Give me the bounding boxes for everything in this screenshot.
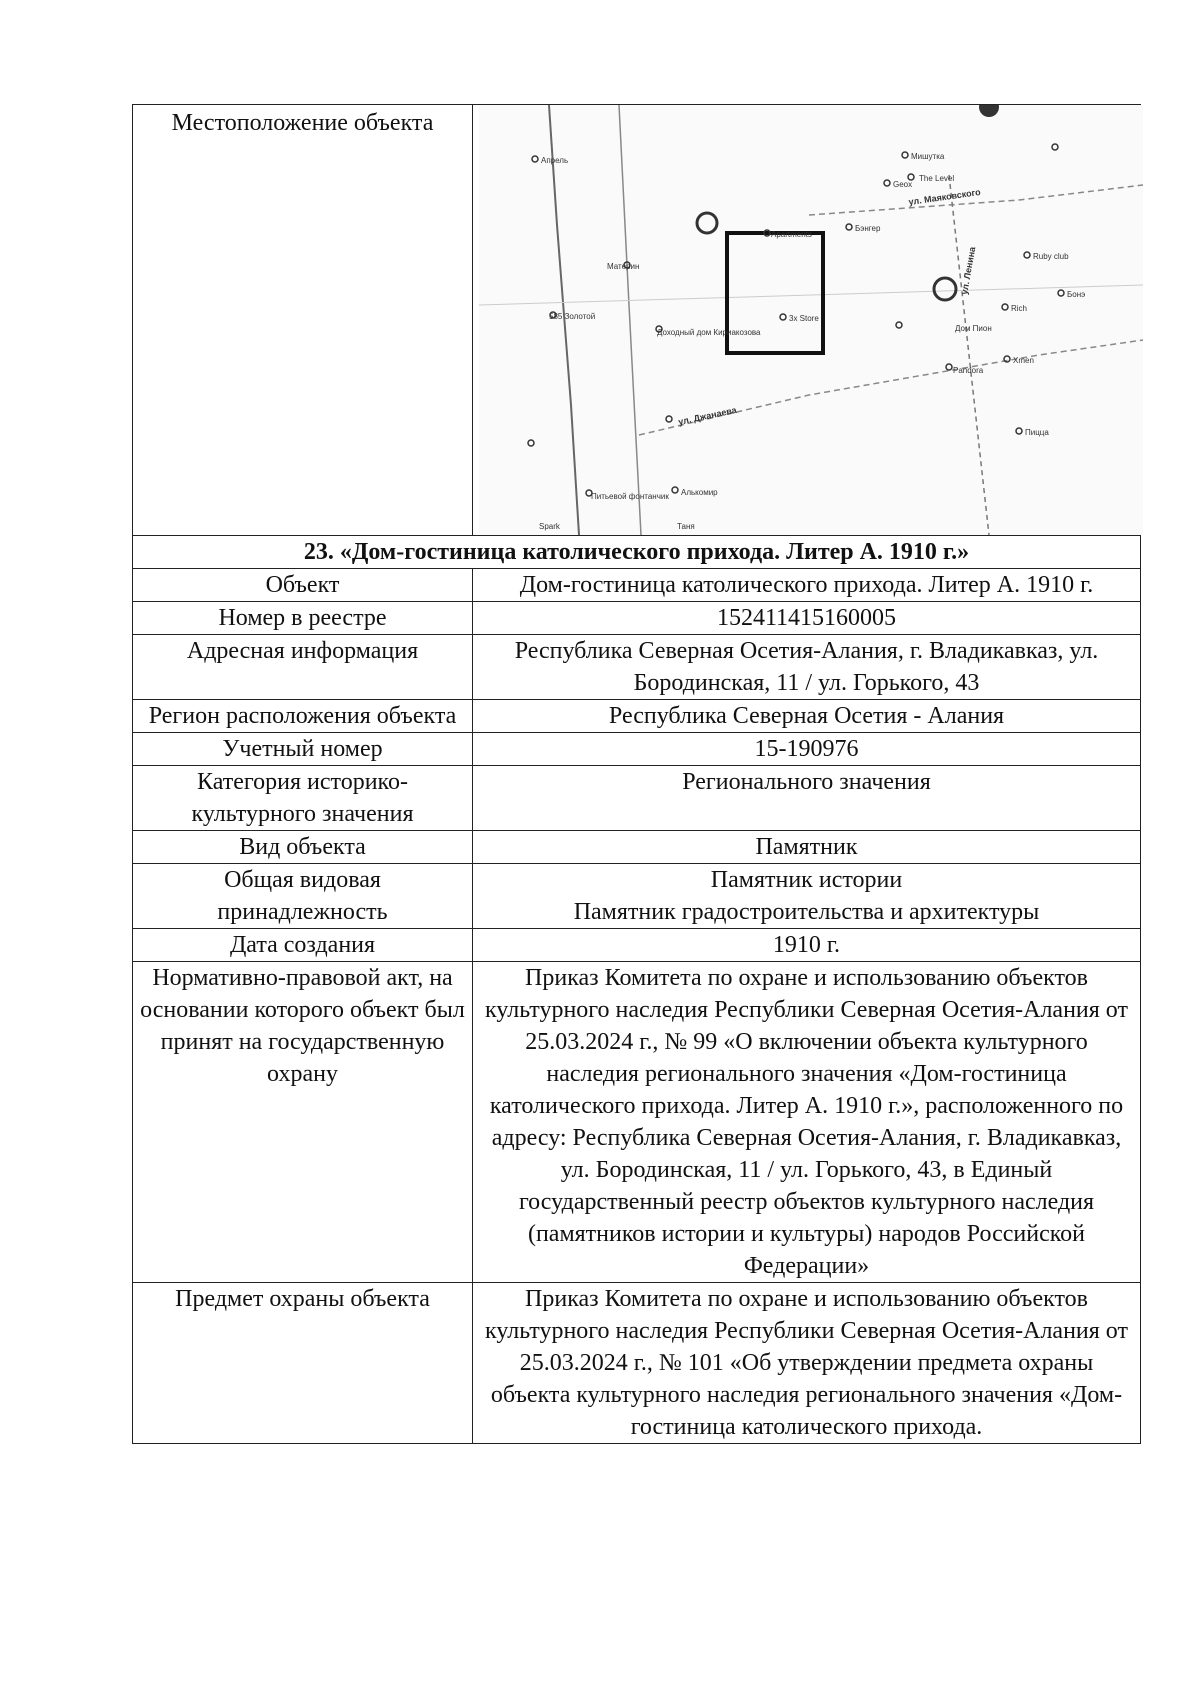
row-value: Приказ Комитета по охране и использованию объектов культурного наследия Республики Северная Осетия-Алания от 25.03.2024 г., № 99 «О включении объекта культурного наследия регионального значения «Дом-гостиница католического прихода. Литер А. 1910 г.», расположенного по адресу: Республика Северная Осетия-Алания, г. Владикавказ, ул. Бородинская, 11 / ул. Горького, 43, в Единый государственный реестр объектов культурного наследия (памятников истории и культуры) народов Российской Федерации» <box>473 962 1141 1283</box>
table-row <box>133 635 1141 700</box>
row-value: 1910 г. <box>473 929 1141 962</box>
map-place-label: Ruby club <box>1033 252 1069 261</box>
row-label: Объект <box>133 569 473 602</box>
table-row <box>133 700 1141 733</box>
map-image <box>479 105 1143 535</box>
row-value: 15-190976 <box>473 733 1141 766</box>
map-place-label: Pandora <box>953 366 984 375</box>
row-value: Дом-гостиница католического прихода. Литер А. 1910 г. <box>473 569 1141 602</box>
map-place-label: Бэнгер <box>855 224 881 233</box>
map-place-label: 3x Store <box>789 314 819 323</box>
map-place-label: Xmen <box>1013 356 1034 365</box>
map-place-label: Материн <box>607 262 640 271</box>
row-label: Предмет охраны объекта <box>133 1283 473 1444</box>
heritage-registry-table <box>132 104 1141 1444</box>
map-place-label: Apartments <box>771 230 812 239</box>
row-value-line: Памятник истории <box>710 867 903 893</box>
table-row <box>133 733 1141 766</box>
map-place-label: Rich <box>1011 304 1028 313</box>
section-title: 23. «Дом-гостиница католического прихода. Литер А. 1910 г.» <box>133 536 1141 569</box>
map-street-label: ул. Джанаева <box>677 404 738 427</box>
row-value <box>473 864 1141 929</box>
row-label: Общая видовая принадлежность <box>133 864 473 929</box>
map-place-label: The Level <box>919 174 955 183</box>
row-label: Учетный номер <box>133 733 473 766</box>
location-label: Местоположение объекта <box>133 105 473 536</box>
table-row <box>133 569 1141 602</box>
map-place-label: Доходный дом Кириакозова <box>657 328 761 337</box>
table-row <box>133 929 1141 962</box>
map-place-label: Бонэ <box>1067 290 1086 299</box>
row-value: Памятник <box>473 831 1141 864</box>
row-label: Вид объекта <box>133 831 473 864</box>
table-row <box>133 602 1141 635</box>
map-place-label: Питьевой фонтанчик <box>591 492 669 501</box>
table-row <box>133 536 1141 569</box>
map-place-label: Дом Пион <box>955 324 992 333</box>
map-street-label: ул. Маяковского <box>907 186 982 207</box>
row-value: Республика Северная Осетия-Алания, г. Владикавказ, ул. Бородинская, 11 / ул. Горького, 43 <box>473 635 1141 700</box>
map-place-label: Апрель <box>541 156 569 165</box>
table-row <box>133 1283 1141 1444</box>
row-value: Регионального значения <box>473 766 1141 831</box>
row-label: Категория историко-культурного значения <box>133 766 473 831</box>
row-label: Номер в реестре <box>133 602 473 635</box>
row-value: Республика Северная Осетия - Алания <box>473 700 1141 733</box>
row-label: Дата создания <box>133 929 473 962</box>
map-place-label: Алькомир <box>681 488 718 497</box>
table-row <box>133 962 1141 1283</box>
map-place-label: 585 Золотой <box>549 312 596 321</box>
row-label: Адресная информация <box>133 635 473 700</box>
row-label: Нормативно-правовой акт, на основании которого объект был принят на государственную охрану <box>133 962 473 1283</box>
table-row <box>133 766 1141 831</box>
row-label: Регион расположения объекта <box>133 700 473 733</box>
row-value: Приказ Комитета по охране и использованию объектов культурного наследия Республики Северная Осетия-Алания от 25.03.2024 г., № 101 «Об утверждении предмета охраны объекта культурного наследия регионального значения «Дом-гостиница католического прихода. <box>473 1283 1141 1444</box>
table-row <box>133 105 1141 536</box>
table-row <box>133 831 1141 864</box>
row-value-line: Памятник градостроительства и архитектуры <box>573 899 1040 925</box>
table-row <box>133 864 1141 929</box>
map-place-label: Таня <box>677 522 695 531</box>
map-place-label: Spark <box>539 522 560 531</box>
map-place-label: Geox <box>893 180 913 189</box>
row-value: 152411415160005 <box>473 602 1141 635</box>
location-map <box>473 105 1141 536</box>
map-place-label: Пицца <box>1025 428 1049 437</box>
map-street-label: ул. Ленина <box>959 246 978 296</box>
map-place-label: Мишутка <box>911 152 945 161</box>
